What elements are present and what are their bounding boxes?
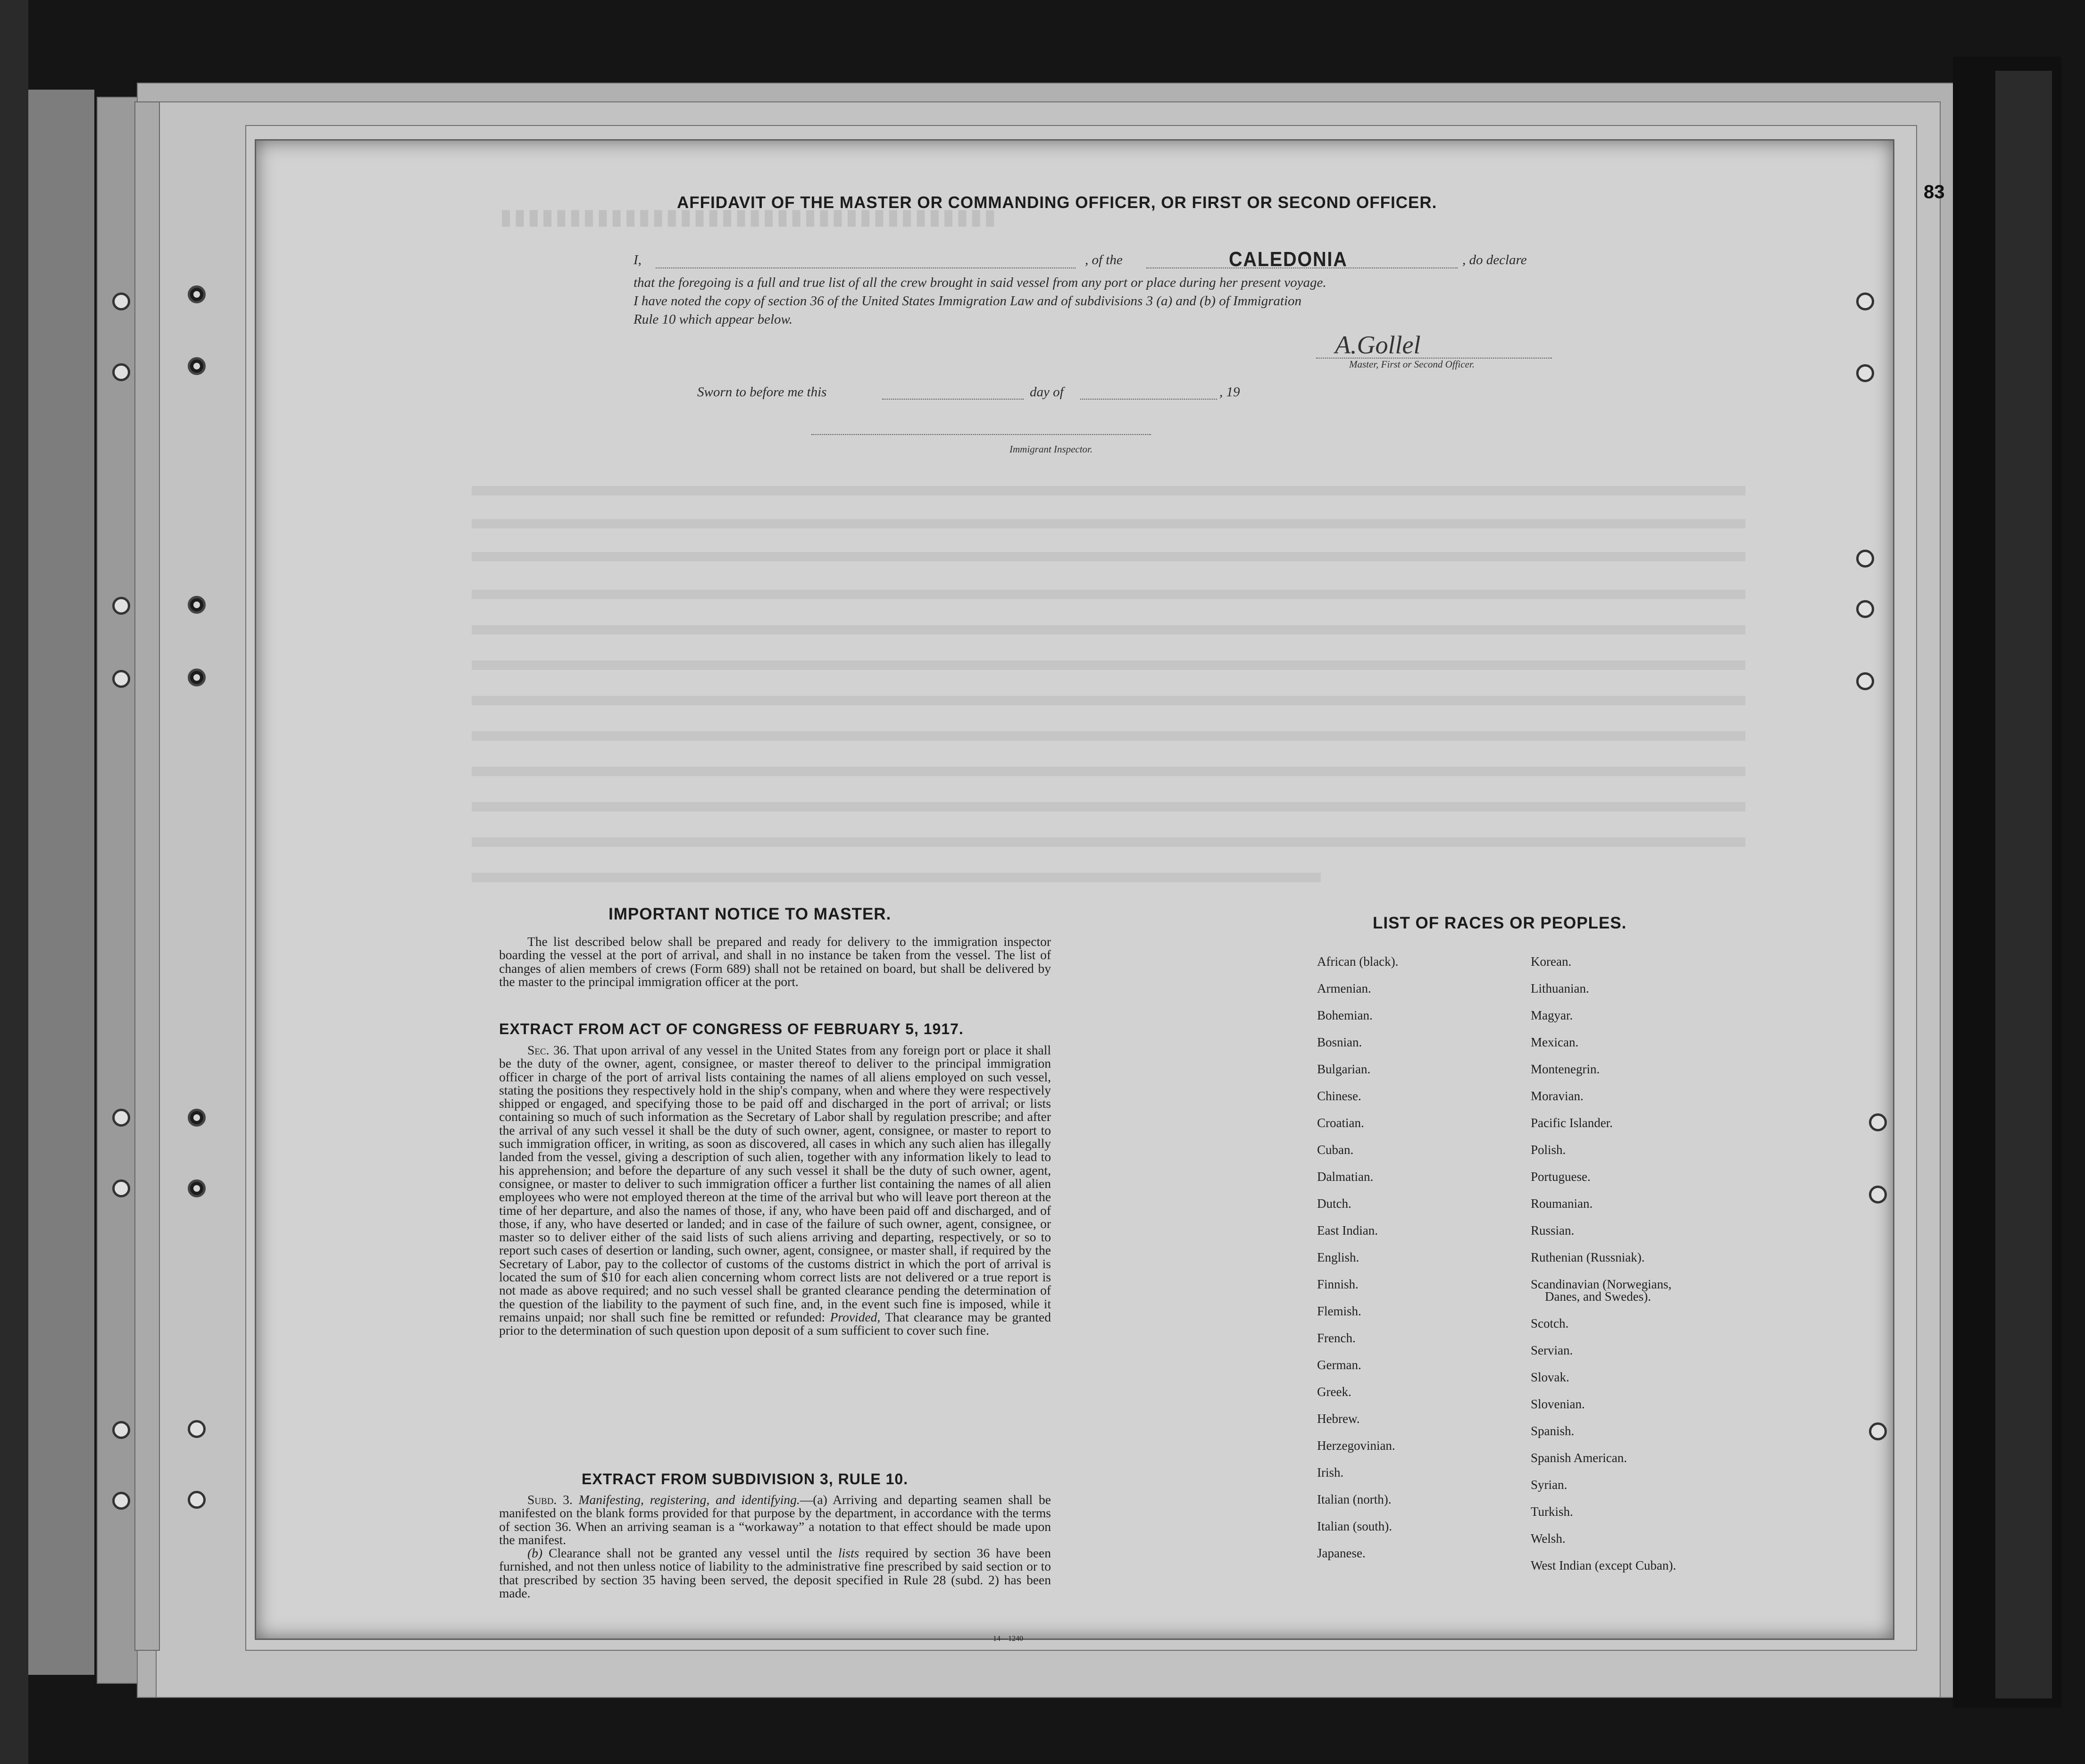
race-item: Spanish American.	[1531, 1451, 1627, 1465]
race-item: Bosnian.	[1317, 1035, 1362, 1049]
race-item: Chinese.	[1317, 1089, 1361, 1103]
race-item: Bohemian.	[1317, 1008, 1373, 1022]
act-body: That upon arrival of any vessel in the United States from any foreign port or place it shall be the duty of the owner, agent, consignee, or master thereof to deliver to the principal immigration officer in charge of the port of arrival lists containing the names of all aliens employed on such vessel, stating the positions they respectively hold in the ship's company, when and where they were respectively shipped or engaged, and specifying those to be paid off and discharged in the port of arrival; or lists containing so much of such information as the Secretary of Labor shall by regulation prescribe; and after the arrival of any such vessel it shall be the duty of such owner, agent, consignee, or master to report to such immigration officer, in writing, as soon as discovered, all cases in which any such alien has illegally landed from the vessel, giving a description of such alien, together with any information likely to lead to his apprehension; and before the departure of any such vessel it shall be the duty of such owner, agent, consignee, or master to deliver to such immigration officer a further list containing the names of all alien employees who were not employed thereon at the time of the arrival but who will leave port thereon at the time of her departure, and also the names of those, if any, who have been paid off and discharged, and of those, if any, who have deserted or landed; and in case of the failure of such owner, agent, consignee, or master so to deliver either of the said lists of such aliens arriving and departing, respectively, or so to report such cases of desertion or landing, such owner, agent, consignee, or master shall, if required by the Secretary of Labor, pay to the collector of customs of the customs district in which the port of arrival is located the sum of $10 for each alien concerning whom correct lists are not delivered or a true report is not made as above required; and no such vessel shall be granted clearance pending the determination of the question of the liability to the payment of such fine, and, in the event such fine is imposed, while it remains unpaid; nor shall such fine be remitted or refunded:	[499, 1043, 1051, 1324]
act-body-end: That clearance may be granted prior to the determination of such question upon deposit of a sum sufficient to cover such fine.	[499, 1309, 1051, 1338]
affidavit-line-2: that the foregoing is a full and true list of all the crew brought in said vessel from any port or place during her present voyage.	[634, 275, 1326, 290]
binder-hole-icon	[112, 597, 130, 615]
race-item: Herzegovinian.	[1317, 1438, 1395, 1453]
bleed-through-row	[472, 590, 1745, 599]
bleed-through-row	[472, 696, 1745, 705]
binder-right-strip	[1995, 71, 2052, 1698]
rule-subd-label: Subd. 3.	[527, 1492, 573, 1507]
affidavit-line-3: I have noted the copy of section 36 of the United States Immigration Law and of subdivisions 3 (a) and (b) of Immigration	[634, 293, 1302, 309]
binder-hole-icon	[112, 1492, 130, 1510]
race-item: Slovak.	[1531, 1370, 1569, 1384]
race-item: Mexican.	[1531, 1035, 1579, 1049]
race-item: Montenegrin.	[1531, 1062, 1600, 1076]
rule-text-a	[499, 1493, 1051, 1547]
race-item: Magyar.	[1531, 1008, 1573, 1022]
rule-b-label: (b)	[527, 1546, 543, 1560]
race-item: Croatian.	[1317, 1116, 1364, 1130]
binder-hole-icon	[112, 1421, 130, 1439]
binder-edge	[0, 0, 28, 1764]
rule-subd-heading: Manifesting, registering, and identifying.	[578, 1492, 800, 1507]
race-item: Italian (south).	[1317, 1519, 1392, 1533]
race-item: Dalmatian.	[1317, 1170, 1374, 1184]
ship-name: CALEDONIA	[1229, 248, 1348, 271]
race-item: Italian (north).	[1317, 1492, 1392, 1506]
binder-hole-icon	[1869, 1113, 1887, 1131]
race-item: Ruthenian (Russniak).	[1531, 1250, 1645, 1264]
race-item: Greek.	[1317, 1385, 1351, 1399]
race-item: Russian.	[1531, 1223, 1575, 1237]
notice-text: The list described below shall be prepared and ready for delivery to the immigration inspector boarding the vessel at the port of arrival, and shall in no instance be taken from the vessel. The list of changes of alien members of crews (Form 689) shall not be retained on board, but shall be delivered by the master to the principal immigration officer at the port.	[499, 934, 1051, 989]
binder-hole-icon	[112, 1179, 130, 1197]
binder-hole-icon	[1856, 672, 1874, 690]
binder-hole-icon	[1856, 600, 1874, 618]
bleed-through-row	[472, 873, 1321, 882]
race-item: Hebrew.	[1317, 1412, 1360, 1426]
binder-hole-icon	[112, 1109, 130, 1127]
bleed-through-row	[472, 731, 1745, 741]
race-item: Servian.	[1531, 1343, 1573, 1357]
race-item: Cuban.	[1317, 1143, 1354, 1157]
binder-hole-icon	[188, 1491, 206, 1509]
binder-hole-icon	[188, 1420, 206, 1438]
binder-hole-icon	[188, 357, 206, 375]
sworn-text: Sworn to before me this	[697, 385, 827, 400]
rule-text-b	[499, 1547, 1051, 1600]
race-item: German.	[1317, 1358, 1361, 1372]
binder-hole-icon	[188, 669, 206, 686]
race-item: Slovenian.	[1531, 1397, 1585, 1411]
race-item: Scotch.	[1531, 1316, 1569, 1330]
binder-hole-icon	[112, 670, 130, 688]
act-title: EXTRACT FROM ACT OF CONGRESS OF FEBRUARY 5, 1917.	[499, 1020, 964, 1037]
rule-a-text: —(a) Arriving and departing seamen shall be manifested on the blank forms provided for that purpose by the department, in accordance with the terms of section 36. When an arriving seaman is a “workaway” a notation to that effect should be made upon the manifest.	[499, 1492, 1051, 1547]
binder-hole-icon	[1869, 1186, 1887, 1204]
year-text: , 19	[1219, 385, 1240, 400]
race-item: Roumanian.	[1531, 1196, 1593, 1211]
race-item: Moravian.	[1531, 1089, 1584, 1103]
race-item: English.	[1317, 1250, 1359, 1264]
race-item: Syrian.	[1531, 1478, 1568, 1492]
page-number: 83	[1924, 182, 1945, 202]
inspector-label: Immigrant Inspector.	[1009, 443, 1093, 455]
form-number: 14—1240	[993, 1635, 1023, 1643]
race-item: West Indian (except Cuban).	[1531, 1558, 1676, 1572]
race-item: Irish.	[1317, 1465, 1344, 1480]
manifest-page	[255, 139, 1894, 1640]
bleed-through-row	[472, 625, 1745, 635]
notice-title: IMPORTANT NOTICE TO MASTER.	[609, 905, 892, 923]
race-item: Lithuanian.	[1531, 981, 1589, 995]
race-item: Welsh.	[1531, 1531, 1566, 1546]
race-item: Portuguese.	[1531, 1170, 1591, 1184]
binder-hole-icon	[1869, 1422, 1887, 1440]
officer-signature: A.Gollel	[1335, 331, 1421, 359]
signature-label: Master, First or Second Officer.	[1349, 359, 1475, 370]
tab-strip	[134, 101, 160, 1651]
binder-hole-icon	[188, 285, 206, 303]
race-item: Spanish.	[1531, 1424, 1575, 1438]
bleed-through-row	[472, 767, 1745, 776]
rule-b-lists: lists	[838, 1546, 859, 1560]
bleed-through-row	[472, 802, 1745, 811]
race-item: Scandinavian (Norwegians,	[1531, 1277, 1672, 1291]
affidavit-i: I,	[634, 252, 642, 268]
binder-hole-icon	[1856, 293, 1874, 310]
race-item: African (black).	[1317, 954, 1399, 969]
race-item: Polish.	[1531, 1143, 1566, 1157]
day-of-text: day of	[1030, 385, 1064, 400]
race-item: Flemish.	[1317, 1304, 1361, 1318]
affidavit-title: AFFIDAVIT OF THE MASTER OR COMMANDING OFFICER, OR FIRST OR SECOND OFFICER.	[677, 193, 1437, 212]
binder-hole-icon	[112, 363, 130, 381]
day-blank	[882, 399, 1024, 400]
race-item: East Indian.	[1317, 1223, 1378, 1237]
race-item: Turkish.	[1531, 1505, 1573, 1519]
race-item: Pacific Islander.	[1531, 1116, 1613, 1130]
affidavit-line-4: Rule 10 which appear below.	[634, 312, 792, 327]
bleed-through-row	[472, 486, 1745, 495]
race-item: Japanese.	[1317, 1546, 1366, 1560]
binder-hole-icon	[112, 293, 130, 310]
act-sec-label: Sec. 36.	[527, 1043, 570, 1057]
rule-title: EXTRACT FROM SUBDIVISION 3, RULE 10.	[582, 1471, 909, 1488]
inspector-blank	[811, 434, 1151, 435]
bleed-through-row	[472, 837, 1745, 847]
affidavit-declare: , do declare	[1462, 252, 1527, 268]
races-title: LIST OF RACES OR PEOPLES.	[1373, 914, 1627, 932]
binder-hole-icon	[188, 596, 206, 614]
race-item: Armenian.	[1317, 981, 1371, 995]
bleed-through-row	[472, 660, 1745, 670]
binder-hole-icon	[188, 1109, 206, 1127]
binder-hole-icon	[188, 1179, 206, 1197]
race-item: Dutch.	[1317, 1196, 1351, 1211]
binder-page-edge	[28, 90, 94, 1675]
rule-b-text-1: Clearance shall not be granted any vessel until the	[549, 1546, 832, 1560]
race-item: Korean.	[1531, 954, 1572, 969]
binder-hole-icon	[1856, 550, 1874, 568]
affidavit-of-the: , of the	[1085, 252, 1123, 268]
race-item: French.	[1317, 1331, 1356, 1345]
bleed-through-row	[472, 519, 1745, 528]
month-blank	[1080, 399, 1217, 400]
binder-hole-icon	[1856, 364, 1874, 382]
race-item: Danes, and Swedes).	[1545, 1289, 1651, 1304]
race-item: Finnish.	[1317, 1277, 1359, 1291]
rule-b-text-2: required by section 36 have been furnished, and not then unless notice of liability to the administrative fine prescribed by said section or to that prescribed by section 35 having been served, the deposit specified in Rule 28 (subd. 2) has been made.	[499, 1546, 1051, 1600]
act-text	[499, 1044, 1051, 1338]
race-item: Bulgarian.	[1317, 1062, 1371, 1076]
bleed-through-row	[472, 552, 1745, 561]
act-provided: Provided,	[830, 1309, 881, 1324]
bleed-through-text: ▮▮▮▮▮▮▮▮▮▮▮▮▮▮▮▮▮▮▮▮▮▮▮▮▮▮▮▮▮▮▮▮▮▮▮▮	[500, 208, 998, 232]
